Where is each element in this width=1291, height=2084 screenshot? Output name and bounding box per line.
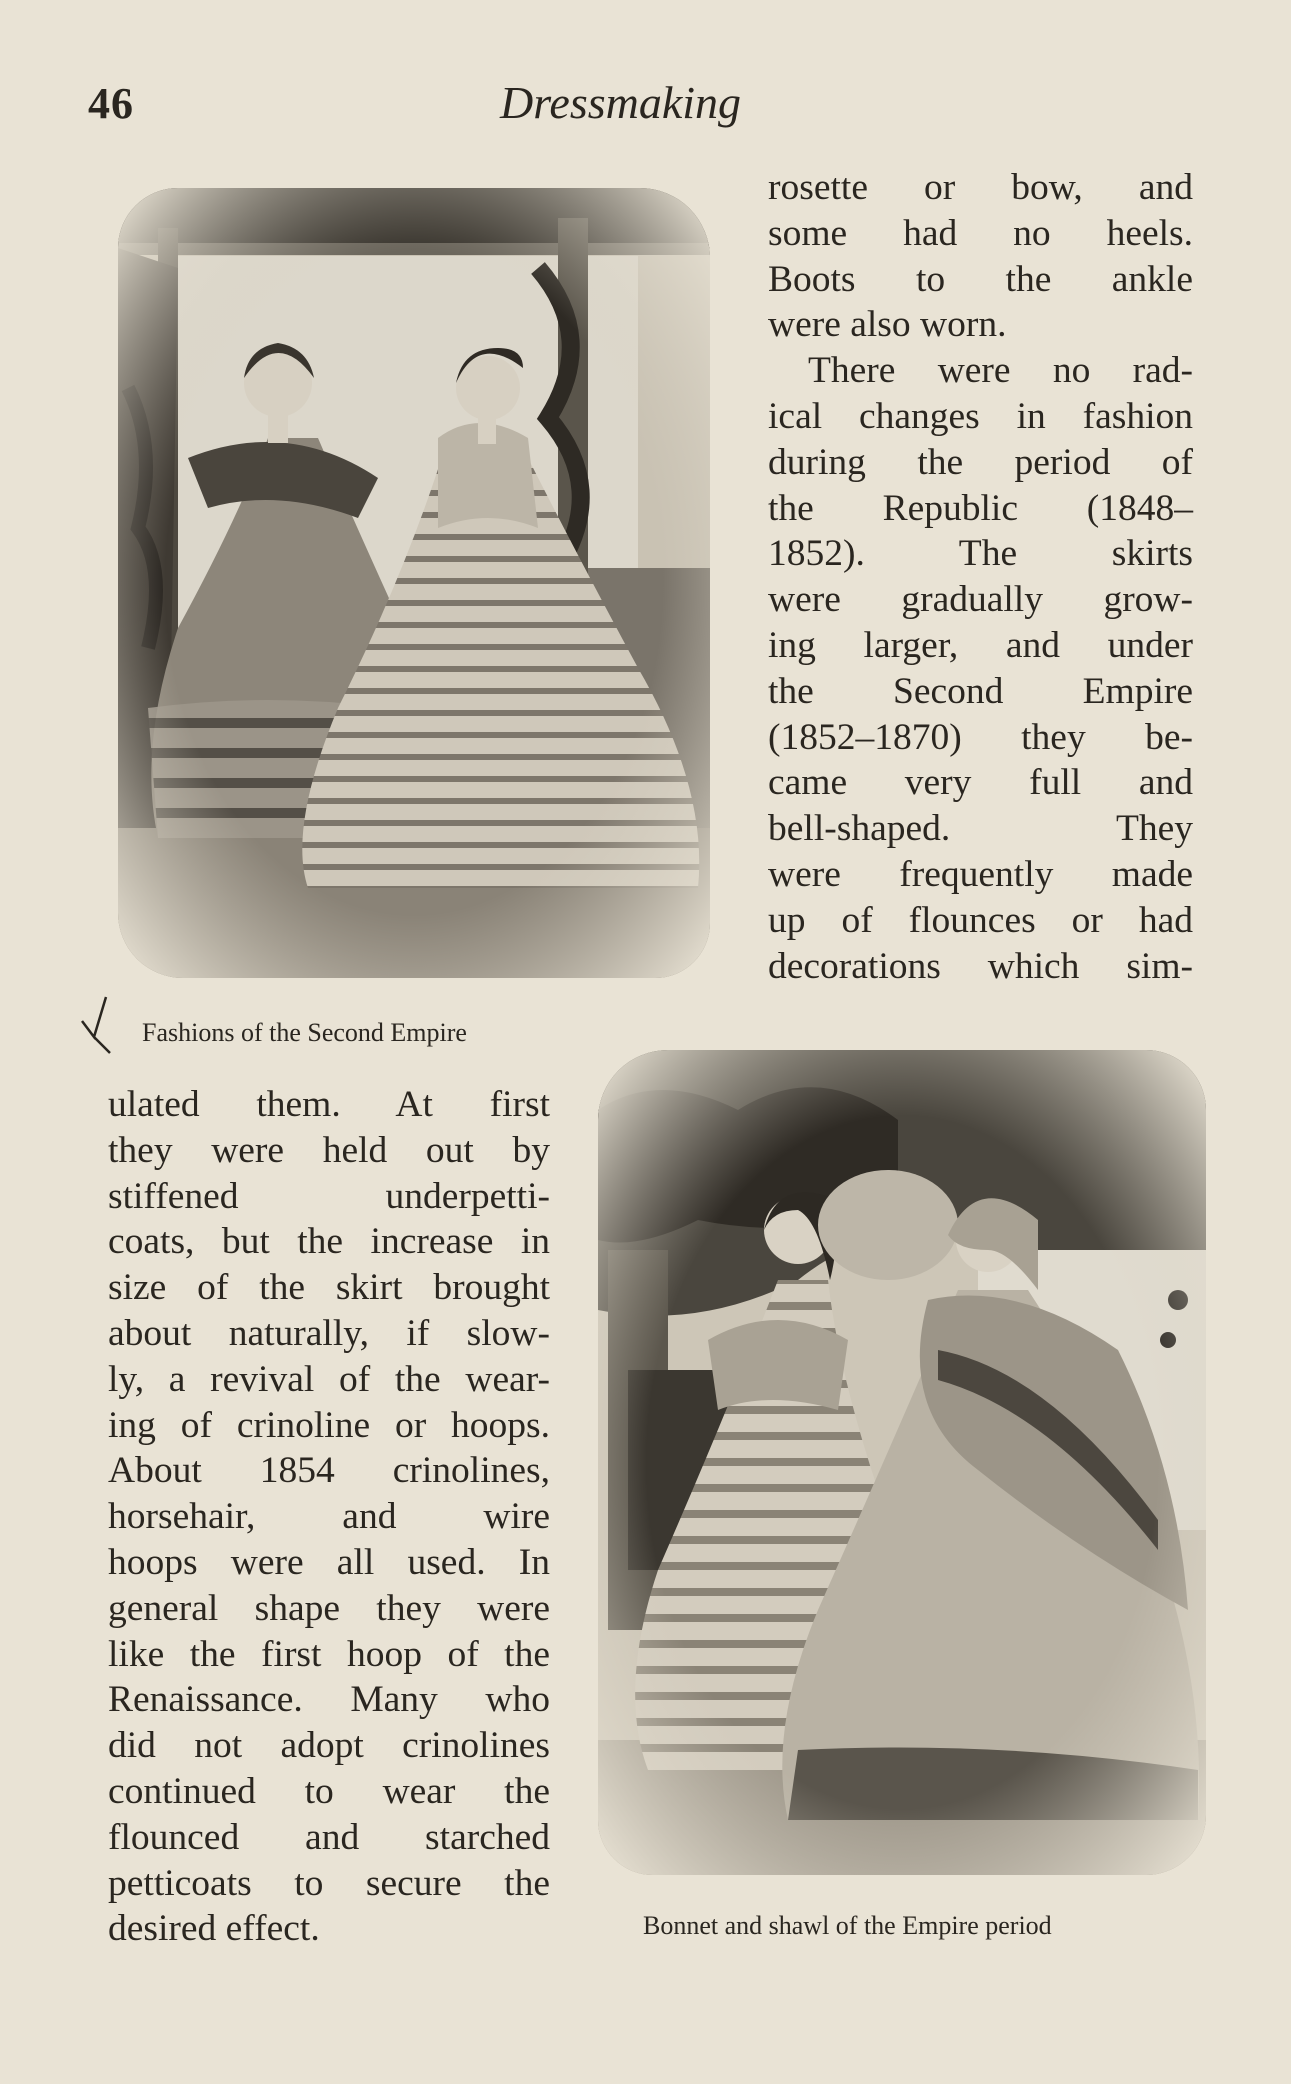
text-line: There were no rad- [808, 350, 1193, 392]
text-line: stiffened underpetti- [108, 1175, 550, 1217]
text-line: About 1854 crinolines, [108, 1450, 550, 1492]
text-line: bell-shaped. They [768, 808, 1193, 850]
text-line: ulated them. At first [108, 1084, 550, 1125]
text-line: were frequently made [768, 853, 1193, 895]
text-line: general shape they were [108, 1587, 550, 1629]
text-line: hoops were all used. In [108, 1541, 550, 1583]
text-line: ical changes in fashion [768, 395, 1193, 437]
body-text-right-column [768, 165, 1193, 989]
text-line: did not adopt crinolines [108, 1725, 550, 1767]
fashion-plate-image [598, 1050, 1206, 1875]
text-line: desired effect. [108, 1908, 320, 1950]
text-line: size of the skirt brought [108, 1267, 550, 1309]
figure-caption: Fashions of the Second Empire [142, 1018, 467, 1047]
text-line: up of flounces or had [768, 899, 1193, 941]
body-text-left-column [108, 1082, 550, 1952]
text-line: 1852). The skirts [768, 533, 1193, 575]
text-line: the Second Empire [768, 670, 1193, 712]
text-line: about naturally, if slow- [108, 1312, 550, 1354]
text-line: continued to wear the [108, 1770, 550, 1812]
text-line: came very full and [768, 762, 1193, 804]
running-head: Dressmaking [500, 77, 742, 128]
text-line: Renaissance. Many who [108, 1679, 550, 1721]
text-line: like the first hoop of the [108, 1633, 550, 1675]
text-line: (1852–1870) they be- [768, 716, 1193, 758]
text-line: some had no heels. [768, 212, 1193, 254]
fashion-plate-image [118, 188, 710, 978]
text-line: ly, a revival of the wear- [108, 1358, 550, 1400]
text-line: were also worn. [768, 304, 1007, 346]
text-line: ing larger, and under [768, 624, 1193, 666]
text-line: the Republic (1848– [768, 487, 1193, 529]
text-line: were gradually grow- [768, 579, 1193, 621]
text-line: horsehair, and wire [108, 1496, 550, 1538]
text-line: coats, but the increase in [108, 1221, 550, 1263]
text-line: during the period of [768, 441, 1193, 483]
check-mark-icon [80, 993, 120, 1059]
text-line: they were held out by [108, 1129, 550, 1171]
text-line: Boots to the ankle [768, 258, 1193, 300]
text-line: rosette or bow, and [768, 167, 1193, 208]
text-line: petticoats to secure the [108, 1862, 550, 1904]
text-line: flounced and starched [108, 1816, 550, 1858]
text-line: decorations which sim- [768, 945, 1193, 987]
figure-caption: Bonnet and shawl of the Empire period [643, 1911, 1052, 1940]
page-number: 46 [88, 79, 134, 128]
text-line: ing of crinoline or hoops. [108, 1404, 550, 1446]
